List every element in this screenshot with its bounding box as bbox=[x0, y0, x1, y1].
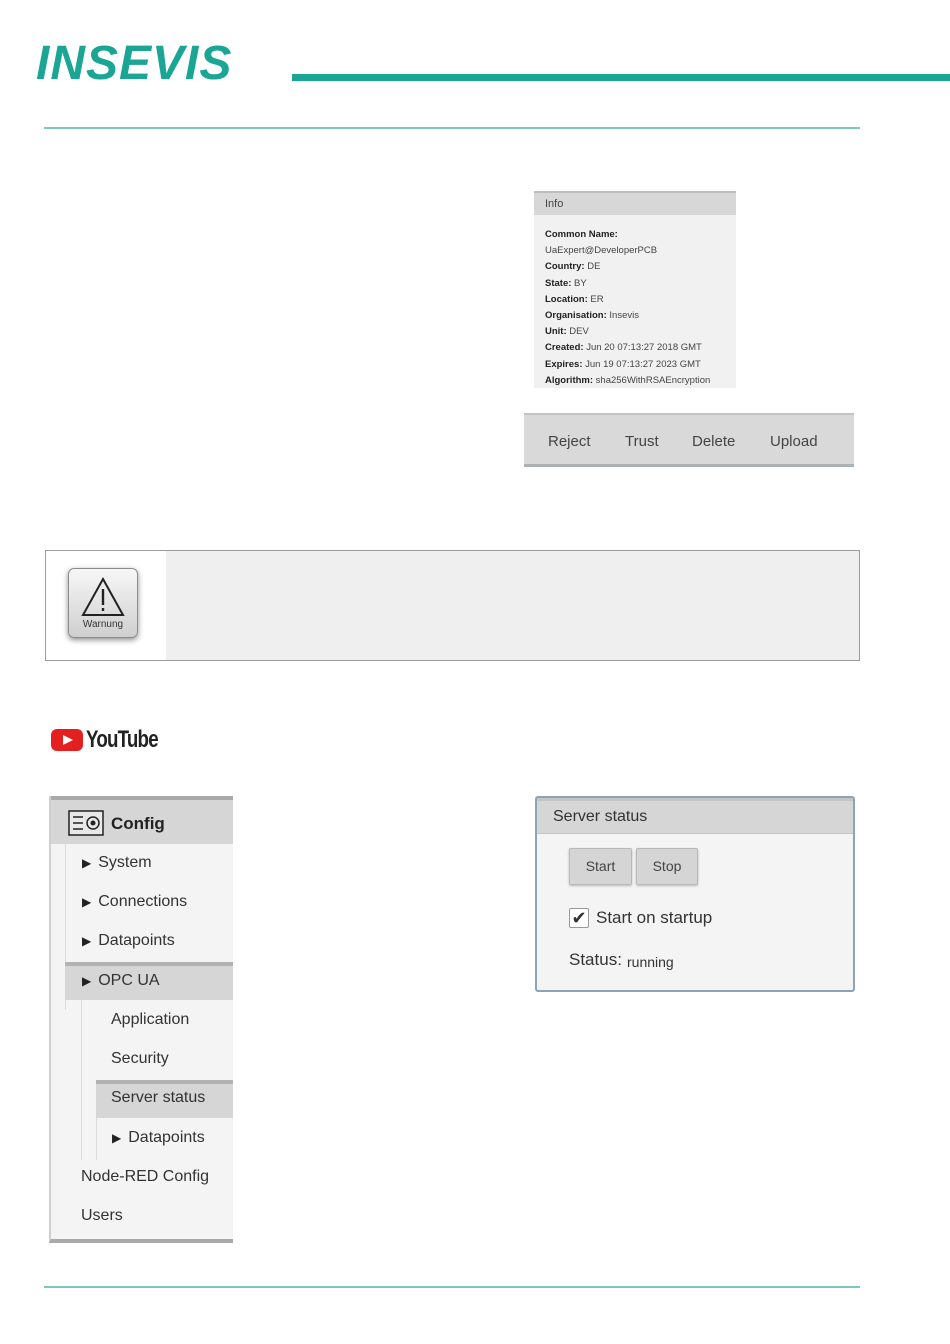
youtube-wordmark: YouTube bbox=[86, 726, 158, 753]
youtube-logo[interactable] bbox=[51, 726, 163, 756]
info-row: Common Name: bbox=[545, 229, 618, 240]
expand-arrow-icon: ▶ bbox=[82, 856, 92, 870]
expand-arrow-icon: ▶ bbox=[82, 895, 92, 909]
info-row: Created: Jun 20 07:13:27 2018 GMT bbox=[545, 342, 702, 354]
nav-header-label: Config bbox=[111, 814, 165, 833]
info-panel-title: Info bbox=[534, 191, 736, 215]
nav-item-opc-datapoints[interactable] bbox=[112, 1127, 205, 1149]
nav-item-label: Node-RED Config bbox=[81, 1168, 210, 1185]
warning-badge bbox=[68, 568, 138, 638]
info-row: Location: ER bbox=[545, 293, 604, 305]
tree-guide-line bbox=[96, 1118, 97, 1160]
nav-item-label: Datapoints bbox=[98, 932, 175, 949]
start-on-startup-label: Start on startup bbox=[596, 908, 713, 927]
nav-item-system[interactable] bbox=[82, 852, 152, 874]
tree-guide-line bbox=[81, 1000, 82, 1160]
info-row: Unit: DEV bbox=[545, 326, 589, 338]
info-row: State: BY bbox=[545, 277, 587, 289]
nav-item-datapoints[interactable] bbox=[82, 930, 175, 952]
trust-button[interactable]: Trust bbox=[625, 433, 659, 450]
nav-item-label: Connections bbox=[98, 893, 188, 910]
logo-bar bbox=[292, 74, 950, 81]
info-row: Algorithm: sha256WithRSAEncryption bbox=[545, 374, 711, 386]
info-row: UaExpert@DeveloperPCB bbox=[545, 245, 658, 257]
nav-item-label: Security bbox=[111, 1050, 169, 1067]
server-status-panel bbox=[535, 796, 855, 992]
info-row: Country: DE bbox=[545, 261, 601, 273]
nav-item-node-red-config[interactable] bbox=[81, 1166, 209, 1188]
config-icon bbox=[68, 810, 104, 836]
start-button[interactable]: Start bbox=[569, 848, 632, 885]
info-panel-body bbox=[545, 227, 710, 389]
nav-item-opc-ua[interactable] bbox=[82, 970, 160, 992]
nav-item-users[interactable] bbox=[81, 1205, 123, 1227]
reject-button[interactable]: Reject bbox=[548, 433, 591, 450]
insevis-logo: INSEVIS bbox=[36, 37, 233, 90]
expand-arrow-icon: ▶ bbox=[112, 1131, 122, 1145]
warning-text-area bbox=[166, 551, 859, 660]
top-divider bbox=[44, 127, 860, 129]
nav-item-application[interactable] bbox=[111, 1009, 189, 1031]
certificate-info-panel bbox=[534, 191, 736, 388]
stop-button[interactable]: Stop bbox=[636, 848, 698, 885]
youtube-play-icon bbox=[51, 729, 83, 751]
upload-button[interactable]: Upload bbox=[770, 433, 818, 450]
nav-header[interactable] bbox=[51, 796, 233, 844]
nav-item-label: Users bbox=[81, 1207, 123, 1224]
nav-item-connections[interactable] bbox=[82, 891, 187, 913]
warning-box bbox=[45, 550, 860, 661]
info-row: Organisation: Insevis bbox=[545, 310, 639, 322]
nav-item-security[interactable] bbox=[111, 1048, 169, 1070]
info-row: Expires: Jun 19 07:13:27 2023 GMT bbox=[545, 358, 701, 370]
expand-arrow-icon: ▶ bbox=[82, 934, 92, 948]
bottom-divider bbox=[44, 1286, 860, 1288]
warning-triangle-icon bbox=[69, 573, 137, 623]
expand-arrow-icon: ▶ bbox=[82, 974, 92, 988]
nav-item-label: OPC UA bbox=[98, 972, 160, 989]
delete-button[interactable]: Delete bbox=[692, 433, 736, 450]
nav-item-server-status[interactable] bbox=[111, 1087, 205, 1109]
nav-item-label: System bbox=[98, 854, 152, 871]
status-label: Status: bbox=[569, 950, 622, 969]
nav-item-label: Datapoints bbox=[128, 1129, 205, 1146]
start-on-startup-checkbox[interactable]: ✔ bbox=[569, 908, 589, 928]
status-value: running bbox=[627, 954, 674, 970]
warning-label: Warnung bbox=[82, 619, 124, 630]
certificate-action-bar bbox=[524, 413, 854, 467]
nav-item-label: Server status bbox=[111, 1089, 206, 1106]
server-status-title: Server status bbox=[537, 798, 853, 834]
config-nav-tree bbox=[49, 796, 233, 1243]
nav-item-label: Application bbox=[111, 1011, 190, 1028]
